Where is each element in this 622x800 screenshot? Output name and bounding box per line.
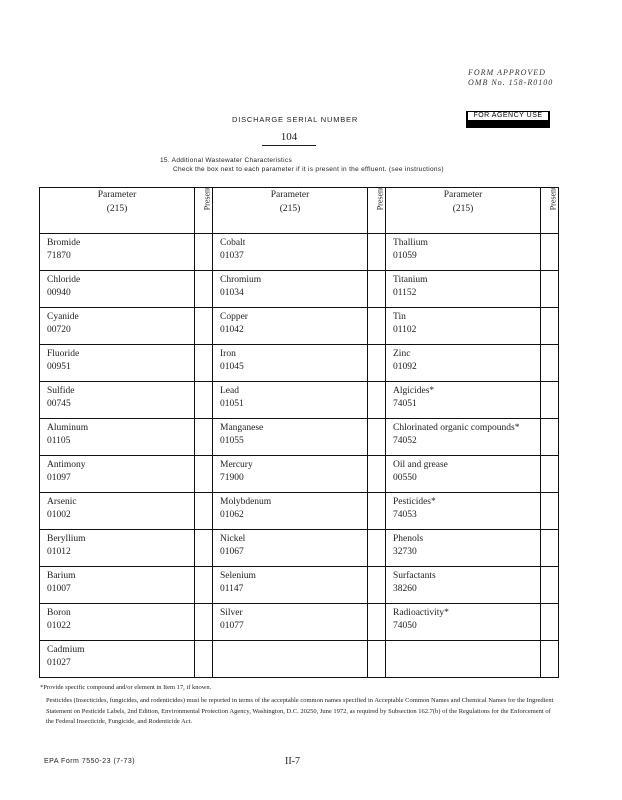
parameter-name: Zinc — [393, 349, 411, 359]
parameter-cell — [213, 493, 368, 530]
table-row — [40, 308, 559, 345]
parameter-cell — [40, 234, 195, 271]
parameter-name: Antimony — [47, 460, 86, 470]
parameter-code: 00550 — [393, 473, 417, 483]
parameter-name: Surfactants — [393, 571, 436, 581]
present-checkbox[interactable] — [541, 345, 559, 382]
parameter-name: Pesticides* — [393, 497, 436, 507]
present-checkbox[interactable] — [541, 234, 559, 271]
table-row — [40, 604, 559, 641]
parameter-name: Cadmium — [47, 645, 85, 655]
parameter-cell — [386, 604, 541, 641]
present-checkbox[interactable] — [195, 271, 213, 308]
parameter-name: Bromide — [47, 238, 81, 248]
parameter-entry — [386, 382, 540, 411]
parameter-code: 00940 — [47, 288, 71, 298]
parameter-name: Silver — [220, 608, 243, 618]
parameter-entry — [40, 641, 194, 670]
column-header-present — [541, 188, 559, 234]
present-checkbox[interactable] — [195, 530, 213, 567]
parameter-code: 01092 — [393, 362, 417, 372]
parameter-code: 01007 — [47, 584, 71, 594]
parameter-code: 01042 — [220, 325, 244, 335]
present-checkbox[interactable] — [541, 271, 559, 308]
parameter-entry — [213, 271, 367, 300]
parameter-name: Selenium — [220, 571, 256, 581]
parameter-cell — [213, 456, 368, 493]
parameter-cell — [40, 382, 195, 419]
present-checkbox[interactable] — [368, 641, 386, 678]
parameter-name: Titanium — [393, 275, 428, 285]
parameter-code: 01152 — [393, 288, 417, 298]
parameter-cell — [40, 271, 195, 308]
parameter-name: Beryllium — [47, 534, 86, 544]
parameter-code: 01034 — [220, 288, 244, 298]
parameter-code: 01027 — [47, 658, 71, 668]
parameter-table — [39, 187, 559, 678]
parameter-entry — [213, 530, 367, 559]
parameter-name: Boron — [47, 608, 71, 618]
column-header-present — [368, 188, 386, 234]
present-checkbox[interactable] — [195, 234, 213, 271]
parameter-name: Nickel — [220, 534, 246, 544]
column-header-parameter — [40, 188, 195, 234]
parameter-name: Barium — [47, 571, 76, 581]
table-row — [40, 567, 559, 604]
table-header-row — [40, 188, 559, 234]
parameter-name: Copper — [220, 312, 248, 322]
omb-number: OMB No. 158-R0100 — [468, 78, 554, 87]
present-checkbox[interactable] — [368, 456, 386, 493]
parameter-entry — [386, 419, 540, 448]
parameter-cell — [213, 308, 368, 345]
parameter-name: Fluoride — [47, 349, 80, 359]
present-checkbox[interactable] — [195, 641, 213, 678]
header-present-label: Present — [548, 186, 558, 211]
parameter-entry — [40, 456, 194, 485]
parameter-code: 00720 — [47, 325, 71, 335]
parameter-cell — [386, 493, 541, 530]
column-header-parameter — [386, 188, 541, 234]
parameter-entry — [213, 345, 367, 374]
table-row — [40, 234, 559, 271]
parameter-code: 74053 — [393, 510, 417, 520]
table-row — [40, 382, 559, 419]
present-checkbox[interactable] — [195, 456, 213, 493]
present-checkbox[interactable] — [368, 419, 386, 456]
present-checkbox[interactable] — [368, 271, 386, 308]
parameter-entry — [40, 234, 194, 263]
parameter-cell — [40, 567, 195, 604]
parameter-cell — [386, 271, 541, 308]
present-checkbox[interactable] — [541, 493, 559, 530]
parameter-name: Sulfide — [47, 386, 75, 396]
parameter-entry — [40, 530, 194, 559]
table-row — [40, 345, 559, 382]
parameter-entry — [386, 530, 540, 559]
parameter-entry — [386, 604, 540, 633]
present-checkbox[interactable] — [368, 308, 386, 345]
parameter-cell — [213, 382, 368, 419]
item-15-instructions: Check the box next to each parameter if it is present in the effluent. (see instructions) — [173, 166, 444, 173]
parameter-name: Lead — [220, 386, 239, 396]
parameter-code: 01102 — [393, 325, 417, 335]
parameter-entry — [40, 382, 194, 411]
present-checkbox[interactable] — [368, 382, 386, 419]
parameter-code: 01097 — [47, 473, 71, 483]
parameter-name: Phenols — [393, 534, 424, 544]
item-15-title: 15. Additional Wastewater Characteristics — [160, 157, 293, 164]
present-checkbox[interactable] — [368, 604, 386, 641]
discharge-serial-value[interactable]: 104 — [262, 131, 316, 146]
parameter-cell — [213, 345, 368, 382]
parameter-cell — [40, 493, 195, 530]
header-parameter-code: (215) — [452, 204, 474, 214]
parameter-cell — [386, 456, 541, 493]
parameter-entry — [213, 456, 367, 485]
parameter-entry — [386, 271, 540, 300]
parameter-cell — [40, 641, 195, 678]
column-header-present — [195, 188, 213, 234]
parameter-name: Chloride — [47, 275, 81, 285]
present-checkbox[interactable] — [195, 345, 213, 382]
parameter-cell — [213, 419, 368, 456]
parameter-entry — [386, 308, 540, 337]
parameter-name: Iron — [220, 349, 236, 359]
parameter-cell — [40, 308, 195, 345]
table-row — [40, 456, 559, 493]
parameter-entry — [40, 604, 194, 633]
parameter-name: Cobalt — [220, 238, 246, 248]
present-checkbox[interactable] — [195, 604, 213, 641]
parameter-code: 01051 — [220, 399, 244, 409]
parameter-entry — [213, 308, 367, 337]
parameter-name: Tin — [393, 312, 406, 322]
parameter-code: 32730 — [393, 547, 417, 557]
present-checkbox[interactable] — [195, 382, 213, 419]
present-checkbox[interactable] — [541, 604, 559, 641]
parameter-cell — [386, 345, 541, 382]
parameter-cell — [386, 530, 541, 567]
parameter-entry — [386, 567, 540, 596]
parameter-cell — [213, 530, 368, 567]
parameter-name: Algicides* — [393, 386, 435, 396]
parameter-entry — [40, 308, 194, 337]
present-checkbox[interactable] — [541, 567, 559, 604]
parameter-name: Chlorinated organic compounds* — [393, 423, 520, 433]
parameter-cell — [386, 567, 541, 604]
present-checkbox[interactable] — [541, 530, 559, 567]
table-row — [40, 493, 559, 530]
parameter-entry — [386, 234, 540, 263]
header-parameter-code: (215) — [106, 204, 128, 214]
header-parameter-label: Parameter — [270, 190, 310, 200]
parameter-code: 01062 — [220, 510, 244, 520]
form-approved-stamp — [468, 68, 553, 88]
table-row — [40, 641, 559, 678]
parameter-code: 01045 — [220, 362, 244, 372]
parameter-entry — [213, 419, 367, 448]
parameter-name: Cyanide — [47, 312, 79, 322]
discharge-serial-label: DISCHARGE SERIAL NUMBER — [232, 115, 359, 124]
table-row — [40, 530, 559, 567]
parameter-code: 74051 — [393, 399, 417, 409]
parameter-entry — [386, 641, 540, 644]
parameter-entry — [213, 604, 367, 633]
parameter-name: Arsenic — [47, 497, 77, 507]
agency-use-box — [466, 111, 550, 128]
parameter-cell — [386, 234, 541, 271]
table-row — [40, 419, 559, 456]
parameter-cell — [40, 530, 195, 567]
parameter-name: Aluminum — [47, 423, 89, 433]
parameter-code: 74050 — [393, 621, 417, 631]
present-checkbox[interactable] — [368, 530, 386, 567]
present-checkbox[interactable] — [541, 382, 559, 419]
parameter-cell — [386, 382, 541, 419]
present-checkbox[interactable] — [541, 419, 559, 456]
header-parameter-label: Parameter — [443, 190, 483, 200]
specify-note: *Provide specific compound and/or element in Item 17, if known. — [40, 684, 212, 691]
parameter-entry — [213, 567, 367, 596]
parameter-cell — [40, 456, 195, 493]
parameter-code: 00745 — [47, 399, 71, 409]
parameter-code: 00951 — [47, 362, 71, 372]
present-checkbox[interactable] — [368, 567, 386, 604]
parameter-cell — [213, 271, 368, 308]
parameter-cell — [386, 419, 541, 456]
parameter-name: Oil and grease — [393, 460, 448, 470]
present-checkbox[interactable] — [195, 493, 213, 530]
parameter-cell — [386, 641, 541, 678]
parameter-entry — [40, 567, 194, 596]
parameter-entry — [40, 345, 194, 374]
parameter-code: 01022 — [47, 621, 71, 631]
parameter-cell — [213, 641, 368, 678]
parameter-name: Thallium — [393, 238, 428, 248]
present-checkbox[interactable] — [541, 456, 559, 493]
present-checkbox[interactable] — [195, 308, 213, 345]
column-header-parameter — [213, 188, 368, 234]
parameter-name: Molybdenum — [220, 497, 272, 507]
parameter-entry — [40, 271, 194, 300]
parameter-entry — [386, 456, 540, 485]
parameter-entry — [213, 382, 367, 411]
page-number: II-7 — [285, 756, 300, 767]
parameter-entry — [386, 493, 540, 522]
header-present-label: Present — [202, 186, 212, 211]
parameter-cell — [40, 419, 195, 456]
parameter-code: 01055 — [220, 436, 244, 446]
parameter-entry — [213, 641, 367, 644]
parameter-code: 71900 — [220, 473, 244, 483]
parameter-table-body — [40, 234, 559, 678]
parameter-cell — [213, 567, 368, 604]
parameter-entry — [40, 493, 194, 522]
parameter-name: Mercury — [220, 460, 253, 470]
header-parameter-code: (215) — [279, 204, 301, 214]
parameter-entry — [40, 419, 194, 448]
parameter-name: Manganese — [220, 423, 264, 433]
present-checkbox[interactable] — [541, 308, 559, 345]
parameter-name: Chromium — [220, 275, 262, 285]
parameter-code: 01037 — [220, 251, 244, 261]
pesticides-note: Pesticides (Insecticides, fungicides, and rodenticides) must be reported in terms of the acceptable common names specified in Acceptable Common Names and Chemical Names for the Ingredient Statement on Pesticide Labels, 2nd Edition, Environmental Protection Agency, Washington, D.C. 20250, June 1972, as required by Subsection 162.7(b) of the Regulations for the Enforcement of the Federal Insecticide, Fungicide, and Rodenticide Act. — [46, 697, 554, 725]
parameter-cell — [40, 345, 195, 382]
parameter-entry — [213, 493, 367, 522]
parameter-entry — [213, 234, 367, 263]
form-approved-text: FORM APPROVED — [468, 68, 546, 77]
parameter-code: 74052 — [393, 436, 417, 446]
header-present-label: Present — [375, 186, 385, 211]
parameter-name: Radioactivity* — [393, 608, 449, 618]
present-checkbox[interactable] — [368, 345, 386, 382]
present-checkbox[interactable] — [368, 234, 386, 271]
parameter-code: 01067 — [220, 547, 244, 557]
parameter-code: 01077 — [220, 621, 244, 631]
form-number: EPA Form 7550-23 (7-73) — [44, 758, 136, 765]
parameter-code: 01147 — [220, 584, 244, 594]
present-checkbox[interactable] — [368, 493, 386, 530]
parameter-code: 38260 — [393, 584, 417, 594]
table-row — [40, 271, 559, 308]
parameter-cell — [40, 604, 195, 641]
parameter-code: 01105 — [47, 436, 71, 446]
present-checkbox[interactable] — [195, 567, 213, 604]
parameter-cell — [213, 234, 368, 271]
parameter-cell — [213, 604, 368, 641]
agency-use-label: FOR AGENCY USE — [468, 112, 548, 120]
parameter-cell — [386, 308, 541, 345]
parameter-entry — [386, 345, 540, 374]
parameter-code: 01012 — [47, 547, 71, 557]
parameter-code: 71870 — [47, 251, 71, 261]
present-checkbox[interactable] — [541, 641, 559, 678]
parameter-code: 01002 — [47, 510, 71, 520]
present-checkbox[interactable] — [195, 419, 213, 456]
header-parameter-label: Parameter — [97, 190, 137, 200]
parameter-code: 01059 — [393, 251, 417, 261]
